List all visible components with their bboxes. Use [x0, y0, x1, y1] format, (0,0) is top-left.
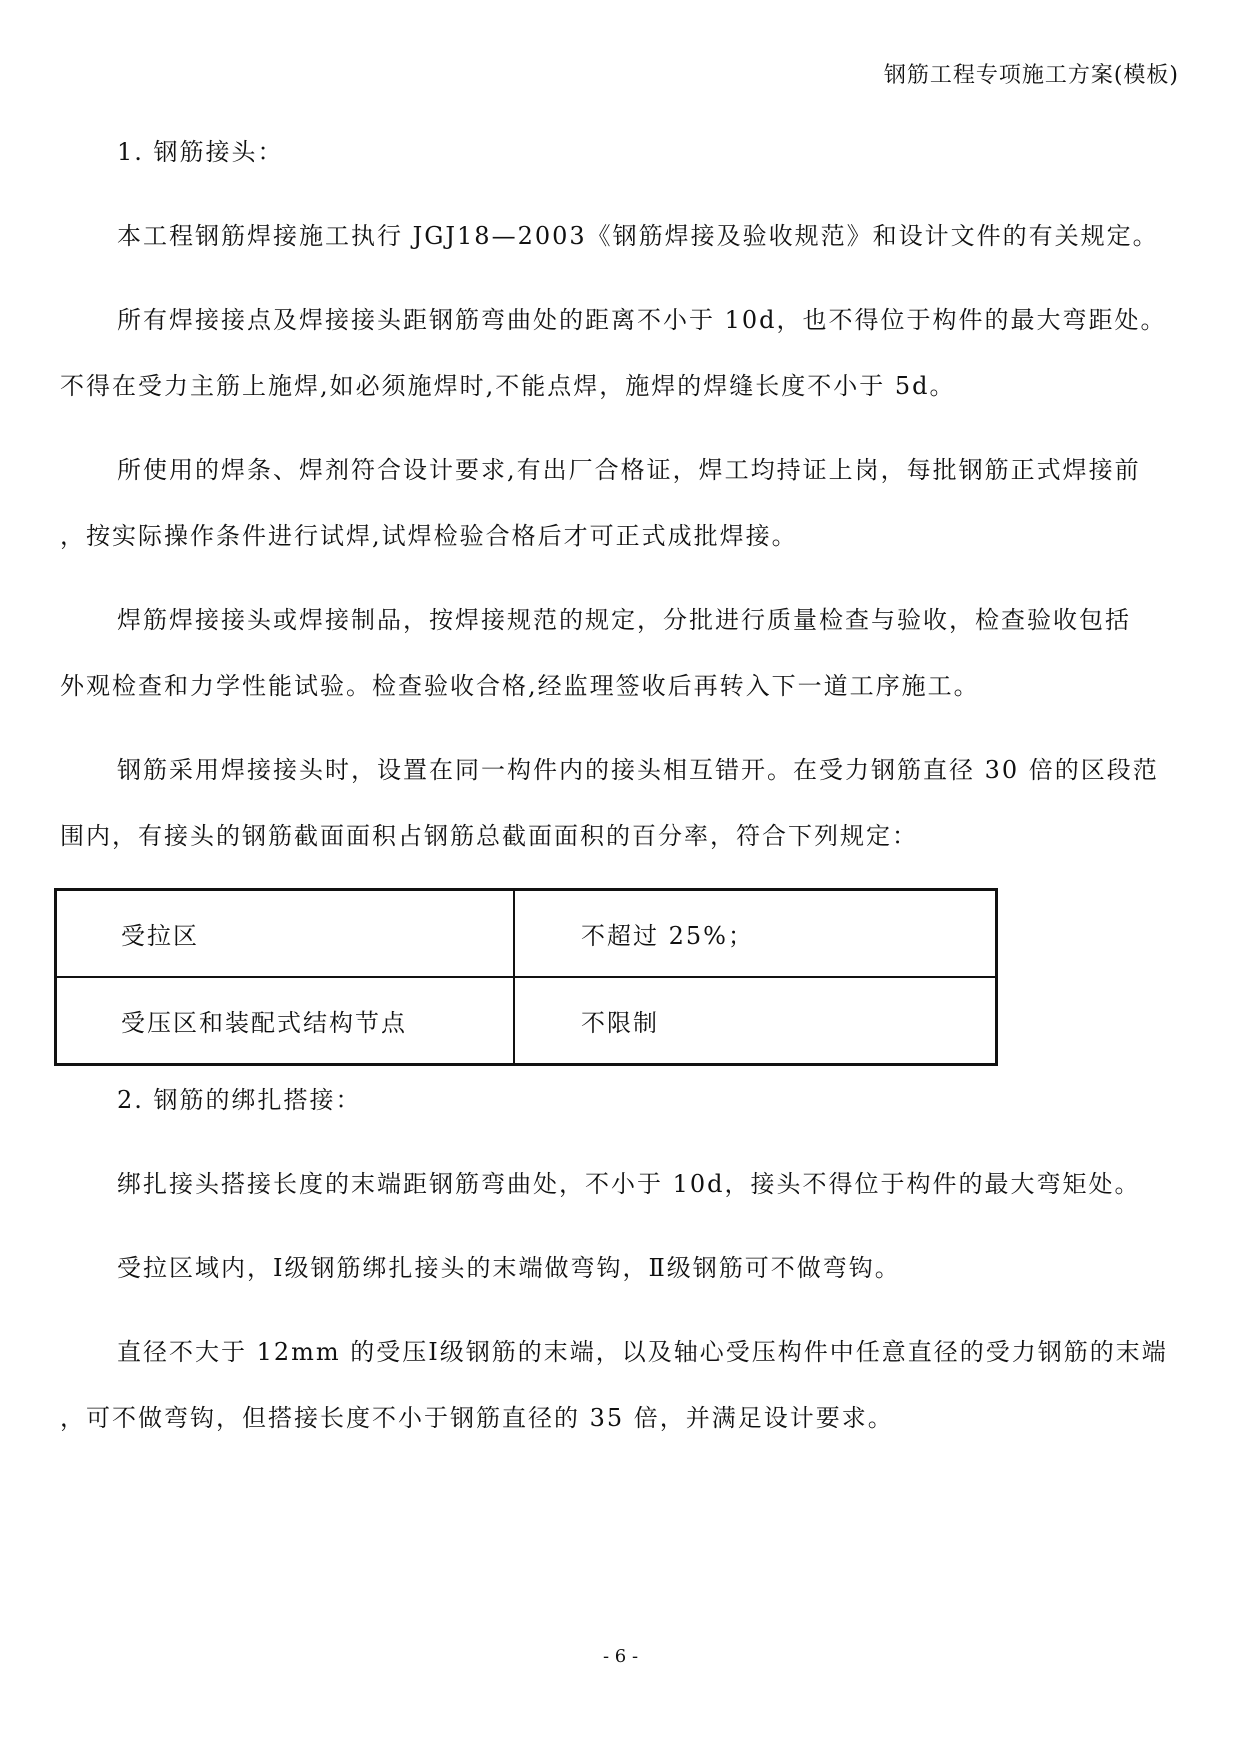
paragraph-line: 钢筋采用焊接接头时，设置在同一构件内的接头相互错开。在受力钢筋直径 30 倍的区段范 — [117, 756, 1159, 784]
paragraph-line: 本工程钢筋焊接施工执行 JGJ18—2003《钢筋焊接及验收规范》和设计文件的有关规定。 — [117, 222, 1159, 250]
paragraph-line: 所使用的焊条、焊剂符合设计要求,有出厂合格证，焊工均持证上岗，每批钢筋正式焊接前 — [117, 456, 1141, 484]
paragraph-line: 不得在受力主筋上施焊,如必须施焊时,不能点焊，施焊的焊缝长度不小于 5d。 — [60, 372, 956, 400]
paragraph-line: 焊筋焊接接头或焊接制品，按焊接规范的规定，分批进行质量检查与验收，检查验收包括 — [117, 606, 1131, 634]
paragraph-line: 所有焊接接点及焊接接头距钢筋弯曲处的距离不小于 10d，也不得位于构件的最大弯距处。 — [117, 306, 1167, 334]
table-row — [56, 890, 997, 978]
table-row — [56, 977, 997, 1065]
paragraph-line: 外观检查和力学性能试验。检查验收合格,经监理签收后再转入下一道工序施工。 — [60, 672, 980, 700]
document-header: 钢筋工程专项施工方案(模板) — [883, 63, 1179, 88]
paragraph-line: 围内，有接头的钢筋截面面积占钢筋总截面面积的百分率，符合下列规定： — [60, 822, 918, 850]
table-cell-zone: 受压区和装配式结构节点 — [56, 977, 515, 1065]
section-1-heading: 1. 钢筋接头： — [117, 138, 284, 166]
joint-percentage-table — [54, 888, 998, 1066]
table-cell-rule: 不超过 25%； — [514, 890, 997, 978]
paragraph-line: 直径不大于 12mm 的受压Ⅰ级钢筋的末端，以及轴心受压构件中任意直径的受力钢筋的末端 — [117, 1338, 1168, 1366]
paragraph-line: ，按实际操作条件进行试焊,试焊检验合格后才可正式成批焊接。 — [60, 522, 798, 550]
page-number: - 6 - — [602, 1646, 639, 1667]
paragraph-line: 绑扎接头搭接长度的末端距钢筋弯曲处，不小于 10d，接头不得位于构件的最大弯矩处。 — [117, 1170, 1141, 1198]
paragraph-line: 受拉区域内，Ⅰ级钢筋绑扎接头的末端做弯钩，Ⅱ级钢筋可不做弯钩。 — [117, 1254, 901, 1282]
section-2-heading: 2. 钢筋的绑扎搭接： — [117, 1086, 362, 1114]
paragraph-line: ，可不做弯钩，但搭接长度不小于钢筋直径的 35 倍，并满足设计要求。 — [60, 1404, 894, 1432]
table-cell-rule: 不限制 — [514, 977, 997, 1065]
table-cell-zone: 受拉区 — [56, 890, 515, 978]
